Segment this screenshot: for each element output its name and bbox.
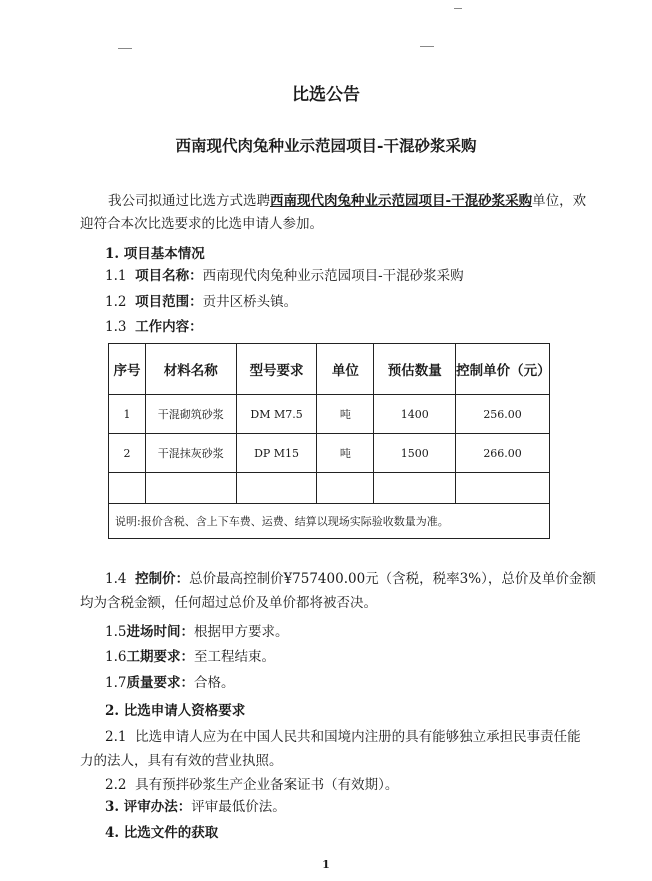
- item-1-2-num: 1.2: [105, 294, 127, 310]
- item-1-6-label: 工期要求：: [126, 649, 194, 665]
- intro-prefix: 我公司拟通过比选方式选聘: [108, 193, 270, 209]
- table-row: [109, 395, 550, 434]
- table-cell: [145, 473, 236, 504]
- item-1-3-num: 1.3: [105, 319, 127, 335]
- table-cell: 266.00: [456, 434, 550, 473]
- item-1-6-value: 至工程结束。: [193, 649, 275, 665]
- section1-heading: 1. 项目基本情况: [105, 246, 205, 262]
- header-cell: 单位: [317, 344, 374, 395]
- item-1-5-value: 根据甲方要求。: [193, 624, 289, 640]
- item-1-2: [105, 291, 297, 313]
- table-cell: [236, 473, 317, 504]
- scan-mark: [454, 8, 462, 9]
- table-row-empty: [109, 473, 550, 504]
- table-row: [109, 434, 550, 473]
- section4-heading: 4. 比选文件的获取: [105, 825, 219, 841]
- table-cell: 吨: [317, 395, 374, 434]
- table-cell: DP M15: [236, 434, 317, 473]
- section3-value: 评审最低价法。: [191, 799, 286, 815]
- item-1-4-line-2: 均为含税金额，任何超过总价及单价都将被否决。: [80, 595, 377, 611]
- section3: [105, 796, 286, 818]
- header-cell: 型号要求: [236, 344, 317, 395]
- table-cell: 256.00: [456, 395, 550, 434]
- item-1-5-num: 1.5: [105, 624, 127, 640]
- table-cell: 吨: [317, 434, 374, 473]
- table-cell: [374, 473, 456, 504]
- table-cell: 干混抹灰砂浆: [145, 434, 236, 473]
- item-1-5-label: 进场时间：: [126, 624, 194, 640]
- item-1-2-label: 项目范围：: [135, 294, 203, 310]
- table-cell: 1: [109, 395, 146, 434]
- item-1-1-num: 1.1: [105, 268, 127, 284]
- item-2-2-num: 2.2: [105, 777, 127, 793]
- intro-suffix: 单位，欢: [532, 193, 587, 209]
- table-cell: 干混砌筑砂浆: [145, 395, 236, 434]
- table-cell: [456, 473, 550, 504]
- table-cell: 1500: [374, 434, 456, 473]
- item-2-1-line-2: 力的法人，具有有效的营业执照。: [80, 753, 283, 769]
- item-1-4-num: 1.4: [105, 571, 127, 587]
- item-1-4-label: 控制价：: [135, 571, 190, 587]
- section3-heading: 3. 评审办法：: [105, 799, 192, 815]
- item-2-1: [105, 726, 581, 748]
- section2-heading: 2. 比选申请人资格要求: [105, 703, 246, 719]
- item-1-6-num: 1.6: [105, 649, 127, 665]
- materials-table: [108, 343, 550, 539]
- table-cell: 1400: [374, 395, 456, 434]
- item-1-1-value: 西南现代肉兔种业示范园项目-干混砂浆采购: [202, 268, 464, 284]
- page-number: 1: [322, 858, 330, 871]
- item-1-1-label: 项目名称：: [135, 268, 203, 284]
- header-cell: 控制单价（元）: [456, 344, 550, 395]
- item-1-7: [105, 672, 234, 694]
- table-cell: 2: [109, 434, 146, 473]
- header-cell: 序号: [109, 344, 146, 395]
- table-cell: [317, 473, 374, 504]
- item-1-3: [105, 316, 203, 338]
- intro-line-1: [108, 190, 586, 212]
- header-cell: 预估数量: [374, 344, 456, 395]
- scan-mark: [118, 48, 132, 49]
- page-subtitle: 西南现代肉兔种业示范园项目-干混砂浆采购: [175, 136, 477, 155]
- table-note: 说明:报价含税、含上下车费、运费、结算以现场实际验收数量为准。: [109, 504, 550, 539]
- item-2-2: [105, 774, 398, 796]
- item-1-3-label: 工作内容：: [135, 319, 203, 335]
- scan-mark: [420, 46, 434, 47]
- intro-project-name: 西南现代肉兔种业示范园项目-干混砂浆采购: [270, 193, 533, 209]
- table-note-row: [109, 504, 550, 539]
- item-1-4-value: 总价最高控制价¥757400.00元（含税，税率3%），总价及单价金额: [189, 571, 596, 587]
- intro-line-2: 迎符合本次比选要求的比选申请人参加。: [80, 216, 323, 232]
- table-header-row: [109, 344, 550, 395]
- item-1-7-label: 质量要求：: [126, 675, 194, 691]
- page-title: 比选公告: [292, 85, 360, 105]
- table-cell: [109, 473, 146, 504]
- item-2-2-text: 具有预拌砂浆生产企业备案证书（有效期）。: [135, 777, 399, 793]
- header-cell: 材料名称: [145, 344, 236, 395]
- item-2-1-num: 2.1: [105, 729, 127, 745]
- item-2-1-text: 比选申请人应为在中国人民共和国境内注册的具有能够独立承担民事责任能: [135, 729, 581, 745]
- item-1-6: [105, 646, 275, 668]
- item-1-7-num: 1.7: [105, 675, 127, 691]
- item-1-1: [105, 265, 464, 287]
- item-1-2-value: 贡井区桥头镇。: [202, 294, 298, 310]
- item-1-4: [105, 568, 596, 590]
- item-1-7-value: 合格。: [193, 675, 235, 691]
- item-1-5: [105, 621, 288, 643]
- table-cell: DM M7.5: [236, 395, 317, 434]
